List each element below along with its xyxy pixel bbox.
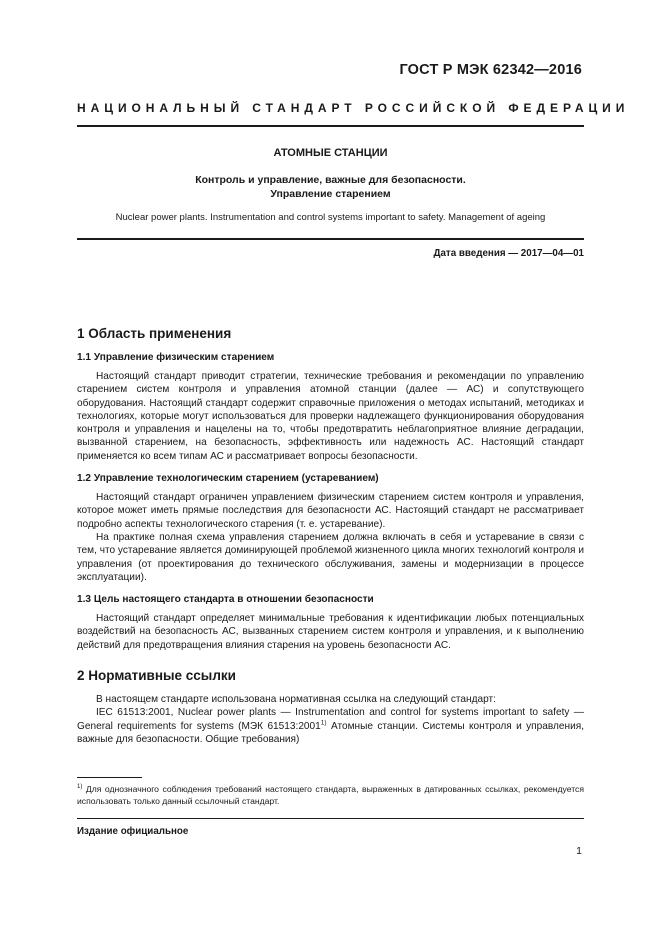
- subtitle-line-2: Управление старением: [270, 188, 391, 200]
- national-standard-title: НАЦИОНАЛЬНЫЙ СТАНДАРТ РОССИЙСКОЙ ФЕДЕРАЦИИ: [77, 101, 630, 115]
- section-2-heading: 2 Нормативные ссылки: [77, 668, 236, 684]
- standard-number: ГОСТ Р МЭК 62342—2016: [399, 62, 582, 78]
- section-1-2-paragraph-2: На практике полная схема управления старением должна включать в себя и устаревание в связи с тем, что устаревание является доминирующей проблемой жизненного цикла многих технологий контроля и управления (от проектирования до технического обслуживания, замены и модернизации в процессе эксплуатации).: [77, 531, 584, 583]
- section-1-heading: 1 Область применения: [77, 326, 232, 341]
- reference-text-2: Атомные станции. Системы контроля и управления, важные для безопасности. Общие требования): [77, 720, 584, 745]
- introduction-date: Дата введения — 2017—04—01: [433, 248, 584, 259]
- section-2-paragraph-1: В настоящем стандарте использована нормативная ссылка на следующий стандарт:: [96, 694, 496, 706]
- subtitle-line-1: Контроль и управление, важные для безопасности.: [195, 174, 466, 186]
- document-body: [77, 325, 584, 746]
- section-1-1-heading: 1.1 Управление физическим старением: [77, 352, 275, 363]
- footnote-marker: 1): [77, 784, 83, 790]
- section-1-2-heading: 1.2 Управление технологическим старением (устареванием): [77, 473, 379, 485]
- section-1-2-paragraph-1: Настоящий стандарт ограничен управлением физическим старением систем контроля и управления, которое может иметь прямые последствия для безопасности АС. Настоящий стандарт не рассматривает подробно аспекты технологического старения (т. е. устаревание).: [77, 492, 584, 530]
- footnote-ref-marker[interactable]: 1): [320, 719, 327, 727]
- header-divider: [77, 125, 584, 127]
- section-1-3-heading: 1.3 Цель настоящего стандарта в отношении безопасности: [77, 594, 374, 606]
- footnote: [77, 781, 584, 807]
- reference-text-1: IEC 61513:2001, Nuclear power plants — Instrumentation and control for systems important to safety — General requirements for systems (МЭК 61513:2001: [77, 707, 584, 732]
- footnote-divider: [77, 777, 142, 778]
- footnote-text: Для однозначного соблюдения требований настоящего стандарта, выраженных в датированных ссылках, рекомендуется использовать только данный ссылочный стандарт.: [77, 783, 584, 806]
- document-title: АТОМНЫЕ СТАНЦИИ: [273, 147, 388, 159]
- section-2-reference: [77, 706, 584, 746]
- section-1-1-paragraph: Настоящий стандарт приводит стратегии, технические требования и рекомендации по управлению старением систем контроля и управления атомной станции (далее — АС) и сопутствующего оборудования. Настоящий стандарт содержит справочные приложения о методах испытаний, методиках и технологиях, которые могут использоваться для проверки надлежащего функционирования оборудования контроля и управления и нацелены на то, чтобы предотвратить неблагоприятное влияние деградации, вызванной старением, на безопасность, эффективность или надежность АС. Настоящий стандарт применяется ко всем типам АС и рассматривает вопросы безопасности.: [77, 371, 584, 462]
- section-1-3-paragraph: Настоящий стандарт определяет минимальные требования к идентификации любых потенциальных воздействий на безопасность АС, вызванных старением систем контроля и управления, и к выполнению действий для предотвращения влияния старения на уровень безопасности АС.: [77, 613, 584, 651]
- document-subtitle: [77, 173, 584, 201]
- title-divider: [77, 238, 584, 240]
- footer-divider: [77, 818, 584, 819]
- english-title: Nuclear power plants. Instrumentation and control systems important to safety. Management of ageing: [115, 212, 546, 223]
- page-number: 1: [576, 845, 582, 857]
- official-edition-label: Издание официальное: [77, 826, 189, 837]
